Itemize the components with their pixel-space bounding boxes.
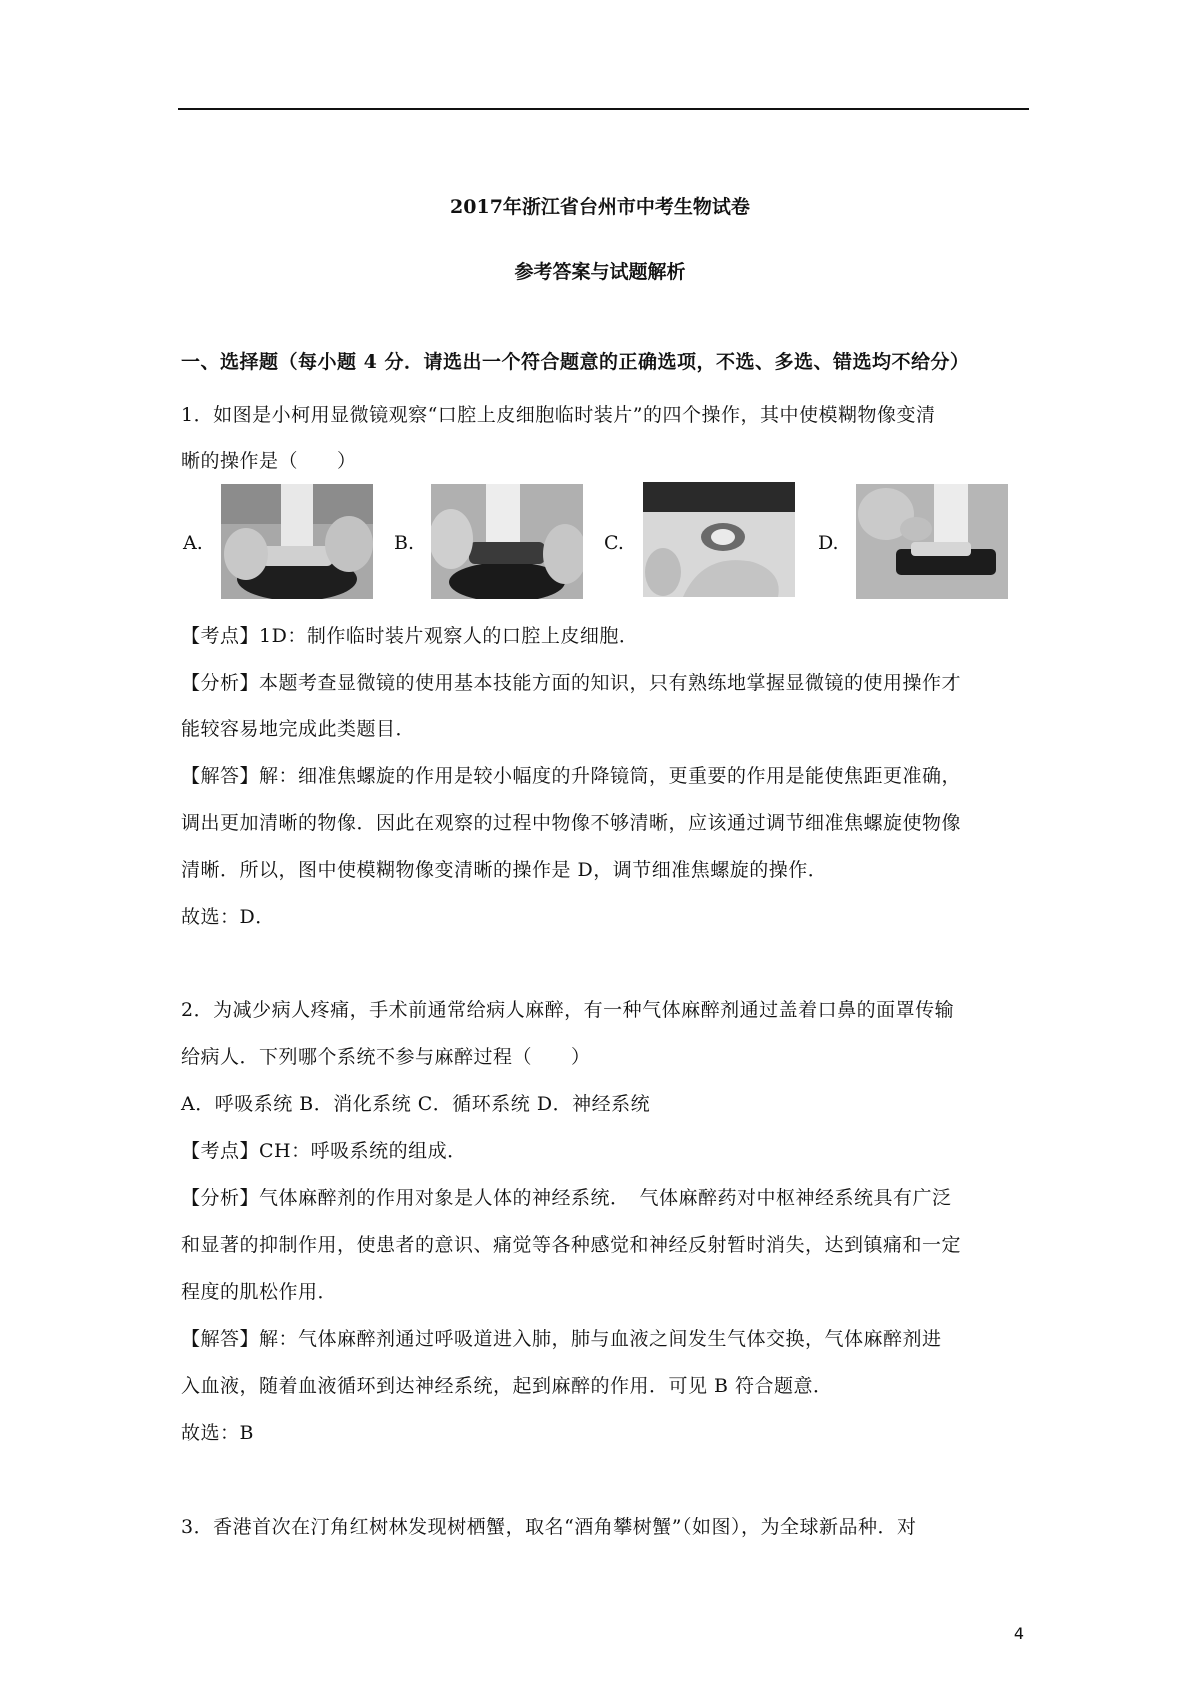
- q3-stem-line-1: 3．香港首次在汀角红树林发现树栖蟹，取名“酒角攀树蟹”（如图），为全球新品种．对: [181, 1516, 917, 1538]
- page-number: 4: [1013, 1624, 1024, 1643]
- q2-fenxi-line-3: 程度的肌松作用．: [181, 1281, 338, 1303]
- q1-option-b-label: B.: [394, 532, 415, 554]
- q1-jieda-line-1: 【解答】解：细准焦螺旋的作用是较小幅度的升降镜筒，更重要的作用是能使焦距更准确，: [181, 765, 962, 787]
- q1-answer: 故选：D．: [181, 906, 275, 928]
- page-subtitle: 参考答案与试题解析: [514, 261, 686, 283]
- q2-stem-line-2: 给病人．下列哪个系统不参与麻醉过程（ ）: [181, 1046, 591, 1068]
- q1-option-a-label: A.: [183, 532, 203, 554]
- q2-jieda-line-2: 入血液，随着血液循环到达神经系统，起到麻醉的作用．可见 B 符合题意．: [181, 1375, 833, 1397]
- q2-fenxi-line-1: 【分析】气体麻醉剂的作用对象是人体的神经系统． 气体麻醉药对中枢神经系统具有广泛: [181, 1187, 952, 1209]
- q1-option-b-image: [431, 484, 583, 599]
- q2-stem-line-1: 2．为减少病人疼痛，手术前通常给病人麻醉，有一种气体麻醉剂通过盖着口鼻的面罩传输: [181, 999, 955, 1021]
- q1-option-d-label: D.: [818, 532, 839, 554]
- section-heading: 一、选择题（每小题 4 分．请选出一个符合题意的正确选项，不选、多选、错选均不给分）: [181, 351, 970, 373]
- q1-option-c-label: C.: [604, 532, 624, 554]
- q1-kaodian: 【考点】1D：制作临时装片观察人的口腔上皮细胞．: [181, 625, 639, 647]
- q1-option-c-image: [643, 482, 795, 597]
- q2-fenxi-line-2: 和显著的抑制作用，使患者的意识、痛觉等各种感觉和神经反射暂时消失，达到镇痛和一定: [181, 1234, 962, 1256]
- q2-options: A．呼吸系统 B．消化系统 C．循环系统 D．神经系统: [181, 1093, 651, 1115]
- q2-kaodian: 【考点】CH：呼吸系统的组成．: [181, 1140, 467, 1162]
- q1-stem-line-1: 1．如图是小柯用显微镜观察“口腔上皮细胞临时装片”的四个操作，其中使模糊物像变清: [181, 404, 936, 426]
- q2-answer: 故选：B: [181, 1422, 254, 1444]
- q1-option-a-image: [221, 484, 373, 599]
- q1-stem-line-2: 晰的操作是（ ）: [181, 450, 357, 472]
- page-title: 2017年浙江省台州市中考生物试卷: [450, 196, 750, 218]
- q1-fenxi-line-2: 能较容易地完成此类题目．: [181, 718, 416, 740]
- q2-jieda-line-1: 【解答】解：气体麻醉剂通过呼吸道进入肺，肺与血液之间发生气体交换，气体麻醉剂进: [181, 1328, 942, 1350]
- q1-jieda-line-3: 清晰．所以，图中使模糊物像变清晰的操作是 D，调节细准焦螺旋的操作．: [181, 859, 828, 881]
- q1-jieda-line-2: 调出更加清晰的物像．因此在观察的过程中物像不够清晰，应该通过调节细准焦螺旋使物像: [181, 812, 962, 834]
- q1-option-d-image: [856, 484, 1008, 599]
- header-rule: [178, 108, 1029, 110]
- q1-fenxi-line-1: 【分析】本题考查显微镜的使用基本技能方面的知识，只有熟练地掌握显微镜的使用操作才: [181, 672, 962, 694]
